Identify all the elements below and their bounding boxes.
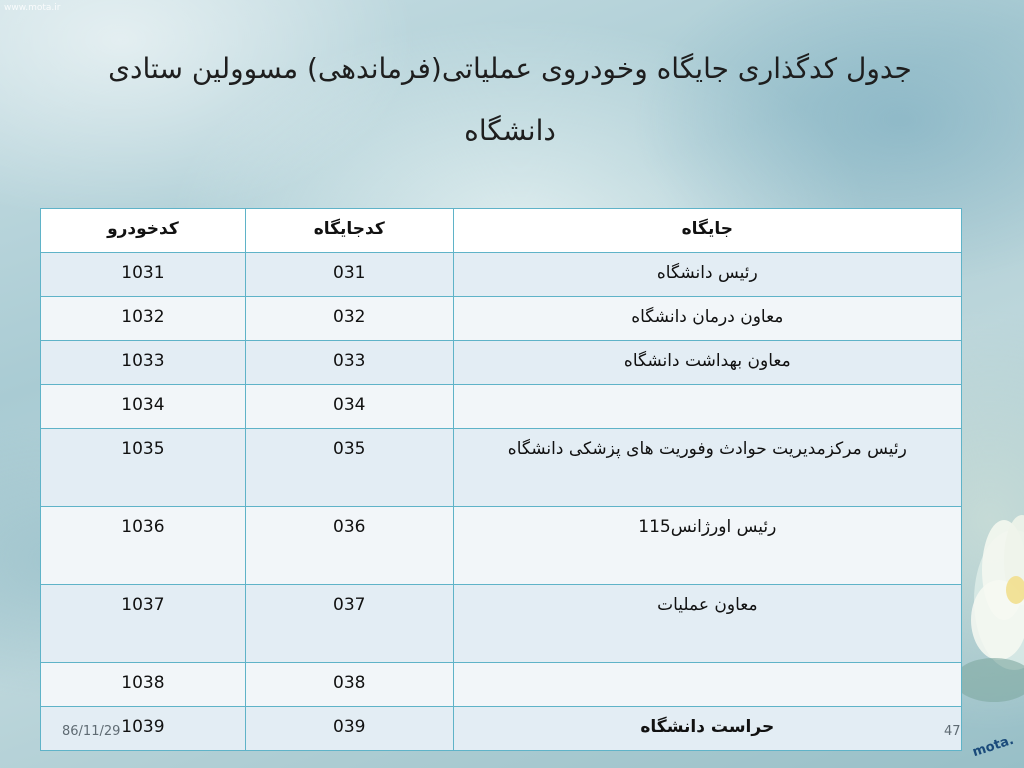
cell-position-code: 039 — [245, 707, 453, 751]
cell-position-code: 038 — [245, 663, 453, 707]
cell-vehicle-code: 1036 — [41, 507, 246, 585]
header-position-code: کدجایگاه — [245, 209, 453, 253]
cell-position-code: 031 — [245, 253, 453, 297]
slide-title-line2: دانشگاه — [464, 114, 556, 147]
header-position: جایگاه — [453, 209, 961, 253]
table-row — [41, 385, 962, 429]
slide-title-line1: جدول کدگذاری جایگاه وخودروی عملیاتی(فرماندهی) مسوولین ستادی — [108, 52, 912, 85]
cell-vehicle-code: 1035 — [41, 429, 246, 507]
cell-position-code: 037 — [245, 585, 453, 663]
footer-page-number: 47 — [944, 724, 961, 739]
cell-vehicle-code: 1033 — [41, 341, 246, 385]
cell-position: معاون عملیات — [453, 585, 961, 663]
footer-date: 86/11/29 — [62, 724, 121, 739]
table-row — [41, 297, 962, 341]
mota-logo: mota. — [970, 732, 1016, 761]
table-row — [41, 507, 962, 585]
cell-position: رئیس مرکزمدیریت حوادث وفوریت های پزشکی دانشگاه — [453, 429, 961, 507]
cell-vehicle-code: 1032 — [41, 297, 246, 341]
table-row — [41, 663, 962, 707]
table-row — [41, 253, 962, 297]
header-vehicle-code: کدخودرو — [41, 209, 246, 253]
cell-position — [453, 663, 961, 707]
cell-position-code: 034 — [245, 385, 453, 429]
cell-vehicle-code: 1037 — [41, 585, 246, 663]
cell-vehicle-code: 1031 — [41, 253, 246, 297]
cell-vehicle-code: 1034 — [41, 385, 246, 429]
table-header-row — [41, 209, 962, 253]
cell-position-code: 035 — [245, 429, 453, 507]
table-row — [41, 707, 962, 751]
table-row — [41, 341, 962, 385]
cell-position — [453, 385, 961, 429]
cell-position: رئیس دانشگاه — [453, 253, 961, 297]
cell-position: معاون بهداشت دانشگاه — [453, 341, 961, 385]
cell-position: رئیس اورژانس115 — [453, 507, 961, 585]
cell-position: حراست دانشگاه — [453, 707, 961, 751]
watermark: www.mota.ir — [4, 3, 61, 13]
table-row — [41, 429, 962, 507]
cell-position: معاون درمان دانشگاه — [453, 297, 961, 341]
cell-position-code: 032 — [245, 297, 453, 341]
table-row — [41, 585, 962, 663]
cell-position-code: 033 — [245, 341, 453, 385]
cell-vehicle-code: 1038 — [41, 663, 246, 707]
coding-table — [40, 208, 962, 751]
slide-title — [60, 38, 960, 162]
cell-vehicle-code: 1039 — [41, 707, 246, 751]
cell-position-code: 036 — [245, 507, 453, 585]
